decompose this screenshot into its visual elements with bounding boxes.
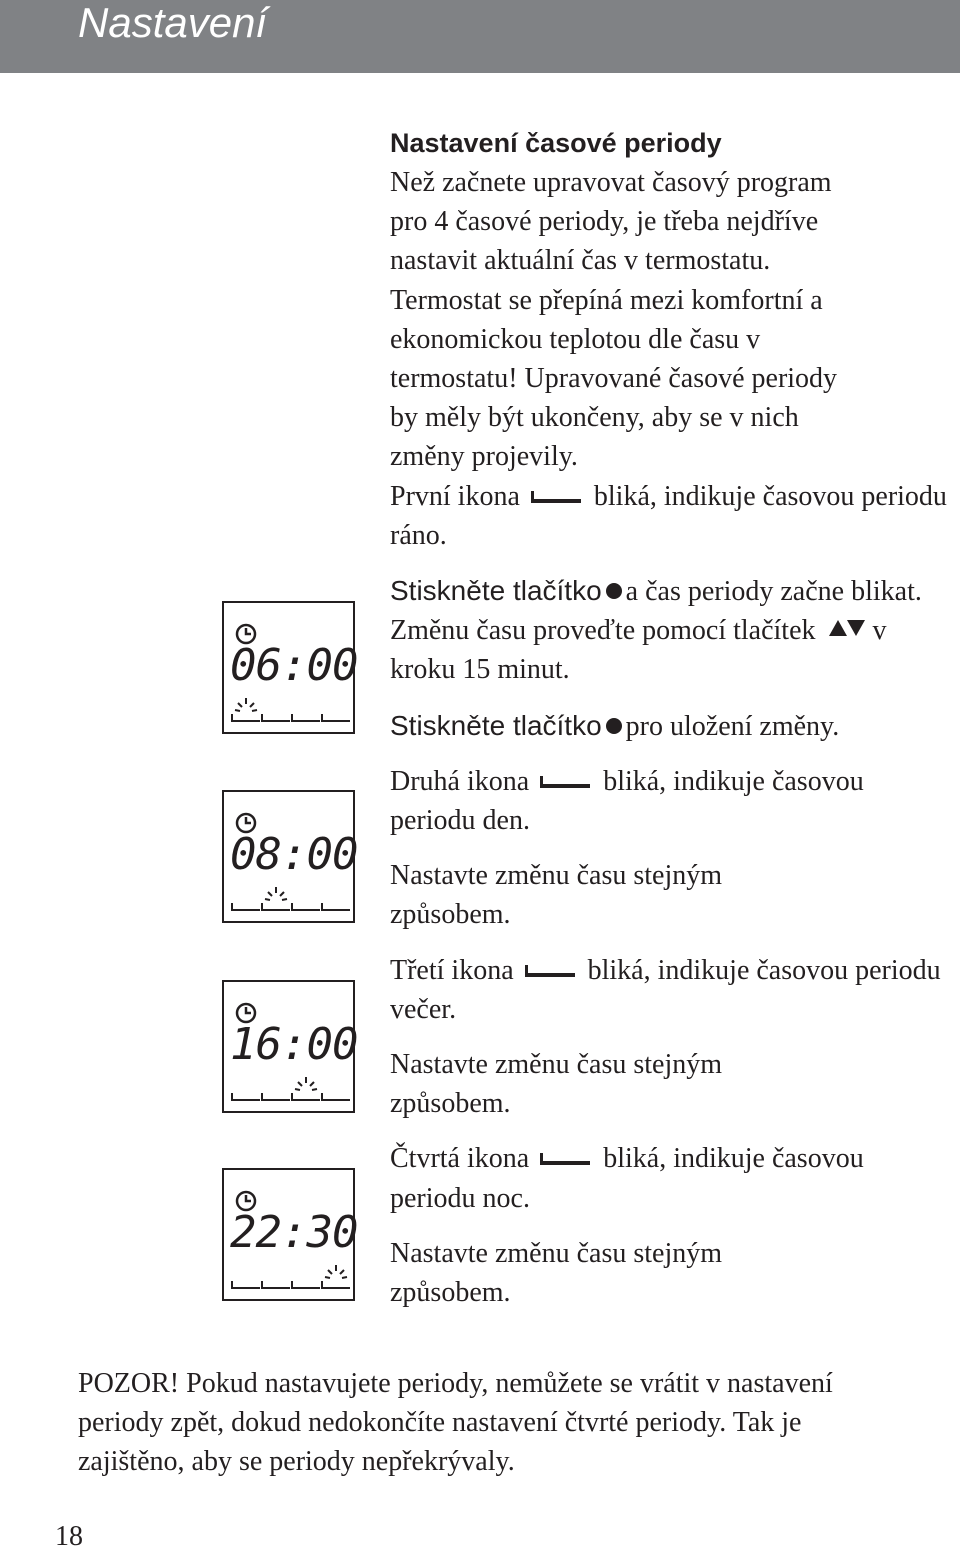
period-segment — [232, 1093, 260, 1100]
blink-ray — [282, 899, 287, 900]
intro-paragraph: Než začnete upravovat časový program pro 4 časové periody, je třeba nejdříve nastavit aktuální čas v termostatu. Termostat se přepíná mezi komfortní a ekonomickou teplotou dle času v termostatu! Upravované časové periody by měly být ukončeny, aby se v nich změny projevily. — [390, 167, 838, 473]
second-icon-text-before: Druhá ikona — [390, 765, 530, 797]
period-segment — [232, 1281, 260, 1288]
blink-ray — [268, 892, 272, 896]
lcd-display — [222, 601, 358, 734]
active-period-segment — [232, 698, 260, 721]
press-text: Stiskněte tlačítko — [390, 575, 602, 607]
fourth-icon-text-after: bliká, indikuje časovou periodu noc. — [390, 1143, 864, 1214]
lcd-display — [222, 980, 358, 1113]
second-icon-text-after: bliká, indikuje časovou periodu den. — [390, 765, 864, 837]
active-period-segment — [262, 887, 290, 910]
blink-ray — [235, 710, 240, 711]
first-icon-paragraph — [390, 477, 950, 555]
save-text-after: pro uložení změny. — [625, 710, 840, 742]
period-segment — [262, 1281, 290, 1288]
blink-ray — [252, 710, 257, 711]
warning-note: POZOR! Pokud nastavujete periody, nemůžete se vrátit v nastavení periody zpět, dokud nedokončíte nastavení čtvrté periody. Tak je zajištěno, aby se periody nepřekrývaly. — [78, 1368, 833, 1478]
blink-ray — [312, 1089, 317, 1090]
blink-ray — [328, 1270, 332, 1274]
blink-ray — [295, 1089, 300, 1090]
lcd-time: 22:30 — [230, 1207, 358, 1258]
ok-button-icon — [606, 718, 622, 734]
main-content — [390, 124, 950, 1312]
arrow-down-icon — [847, 620, 865, 636]
active-period-segment — [322, 1265, 350, 1288]
page-title: Nastavení — [78, 0, 268, 46]
blink-ray — [280, 892, 284, 896]
step-text: v kroku 15 minut. — [390, 615, 887, 686]
lcd-time: 06:00 — [230, 640, 358, 691]
period-segment — [292, 714, 320, 721]
period-segment-icon — [525, 965, 575, 977]
period-segment — [322, 1093, 350, 1100]
fourth-icon-text-before: Čtvrtá ikona — [390, 1143, 530, 1175]
fourth-icon-paragraph — [390, 1139, 950, 1217]
section-title: Nastavení časové periody — [390, 128, 722, 158]
arrow-up-icon — [829, 620, 847, 636]
period-segment — [292, 903, 320, 910]
blink-ray — [340, 1270, 344, 1274]
second-icon-paragraph — [390, 762, 950, 840]
press-text-after: a čas periody začne blikat. Změnu času proveďte pomocí tlačítek — [390, 576, 922, 647]
save-press-text: Stiskněte tlačítko — [390, 709, 602, 741]
same-way-paragraph-3: Nastavte změnu času stejným způsobem. — [390, 1237, 723, 1309]
ok-button-icon — [606, 583, 622, 599]
period-segment — [322, 714, 350, 721]
same-way-paragraph-1: Nastavte změnu času stejným způsobem. — [390, 860, 723, 931]
blink-ray — [342, 1277, 347, 1278]
period-segment — [292, 1281, 320, 1288]
blink-ray — [298, 1082, 302, 1086]
press-button-paragraph — [390, 571, 950, 690]
period-segment — [322, 903, 350, 910]
page-number: 18 — [55, 1521, 83, 1552]
save-paragraph — [390, 706, 950, 746]
period-segment — [262, 714, 290, 721]
period-segment-icon — [540, 776, 590, 788]
period-segment-icon — [531, 491, 581, 503]
active-period-segment — [292, 1077, 320, 1100]
same-way-paragraph-2: Nastavte změnu času stejným způsobem. — [390, 1049, 723, 1120]
first-icon-text-after: bliká, indikuje časovou periodu ráno. — [390, 480, 947, 551]
period-segment-icon — [540, 1153, 590, 1165]
first-icon-text-before: První ikona — [390, 480, 520, 512]
blink-ray — [310, 1082, 314, 1086]
lcd-time: 16:00 — [230, 1019, 358, 1070]
blink-ray — [325, 1277, 330, 1278]
page-header — [0, 0, 960, 73]
lcd-display — [222, 790, 358, 923]
blink-ray — [250, 703, 254, 707]
third-icon-text-after: bliká, indikuje časovou periodu večer. — [390, 954, 941, 1025]
blink-ray — [238, 703, 242, 707]
third-icon-paragraph — [390, 951, 950, 1029]
blink-ray — [265, 899, 270, 900]
period-segment — [262, 1093, 290, 1100]
third-icon-text-before: Třetí ikona — [390, 954, 514, 986]
period-segment — [232, 903, 260, 910]
lcd-display — [222, 1168, 358, 1301]
lcd-time: 08:00 — [230, 829, 358, 880]
